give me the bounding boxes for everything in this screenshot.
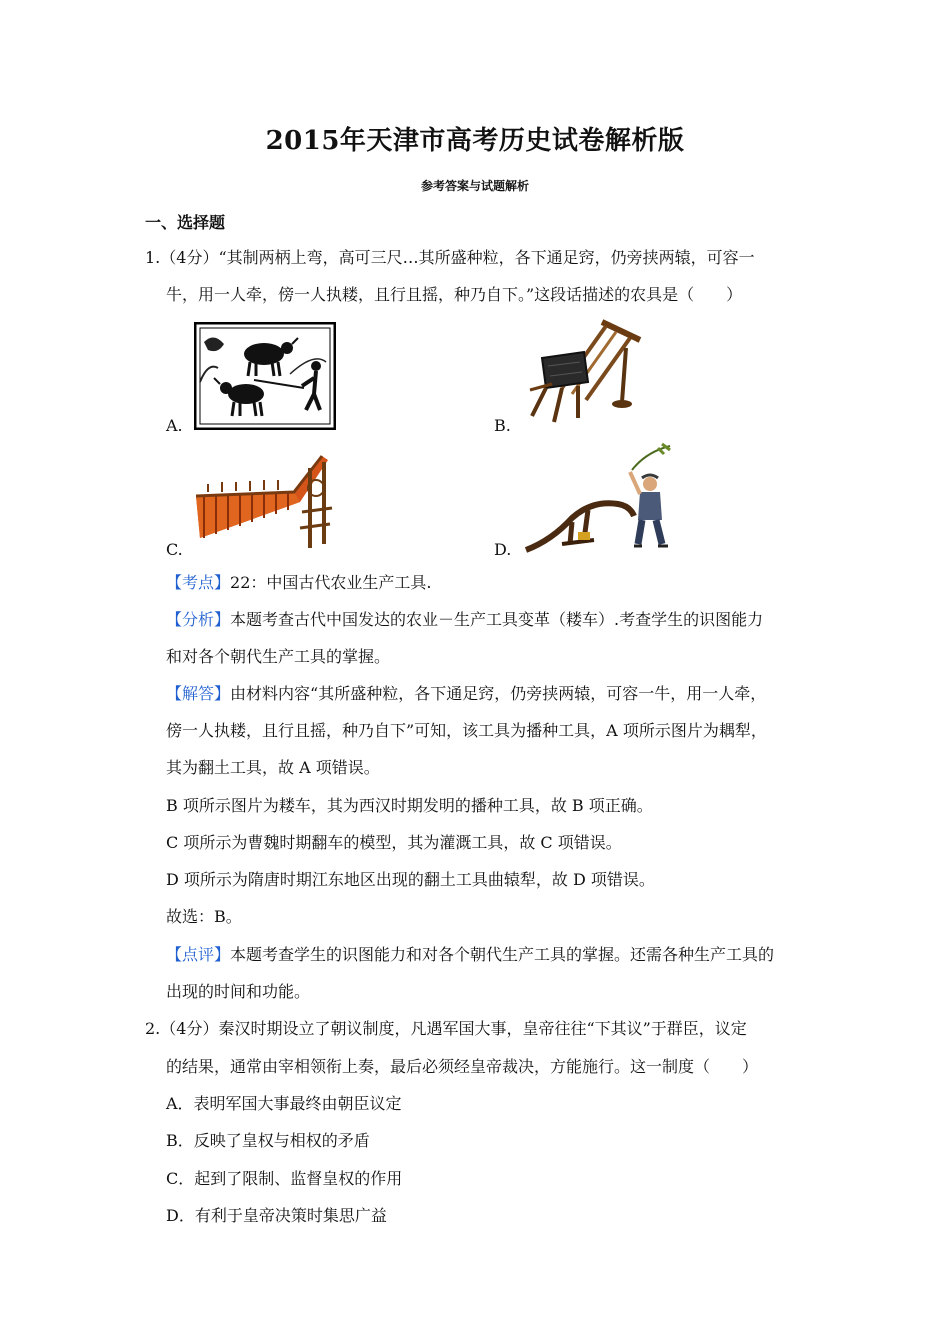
q1-jieda-line2: 傍一人执耧，且行且摇，种乃自下”可知，该工具为播种工具，A 项所示图片为耦犁， [166, 721, 767, 740]
q1-jieda-b: B 项所示图片为耧车，其为西汉时期发明的播种工具，故 B 项正确。 [166, 796, 653, 815]
option-b-image [522, 318, 644, 430]
q1-kaodian [166, 572, 431, 594]
kaodian-text: 22：中国古代农业生产工具. [230, 573, 432, 592]
q1-option-b: B. [494, 416, 511, 435]
jieda-tag: 【解答】 [166, 684, 231, 703]
q2-option-d: D．有利于皇帝决策时集思广益 [166, 1206, 387, 1225]
q1-fenxi-line1 [166, 609, 763, 631]
q2-option-a: A．表明军国大事最终由朝臣议定 [166, 1094, 402, 1113]
fenxi-text-1: 本题考查古代中国发达的农业－生产工具变革（耧车）.考查学生的识图能力 [230, 610, 764, 629]
option-d-image [522, 440, 682, 554]
q1-stem-line2: 牛，用一人牵，傍一人执耧，且行且摇，种乃自下。”这段话描述的农具是（ ） [166, 285, 743, 304]
q1-jieda-line1 [166, 683, 766, 705]
q1-dianping-line1 [166, 944, 774, 966]
kaodian-tag: 【考点】 [166, 573, 231, 592]
q1-option-c: C. [166, 540, 183, 559]
q1-jieda-c: C 项所示为曹魏时期翻车的模型，其为灌溉工具，故 C 项错误。 [166, 833, 622, 852]
q1-stem-line1: 1.（4分）“其制两柄上弯，高可三尺…其所盛种粒，各下通足窍，仍旁挟两辕，可容一 [145, 248, 755, 267]
q2-stem-line1: 2.（4分）秦汉时期设立了朝议制度，凡遇军国大事，皇帝往往“下其议”于群臣，议定 [145, 1019, 747, 1038]
q1-option-a: A. [166, 416, 183, 435]
q1-answer: 故选：B。 [166, 907, 242, 926]
q1-jieda-d: D 项所示为隋唐时期江东地区出现的翻土工具曲辕犁，故 D 项错误。 [166, 870, 655, 889]
q2-option-c: C．起到了限制、监督皇权的作用 [166, 1169, 403, 1188]
q1-dianping-line2: 出现的时间和功能。 [166, 982, 311, 1001]
page-title: 2015年天津市高考历史试卷解析版 [265, 126, 685, 156]
jieda-text-1: 由材料内容“其所盛种粒，各下通足窍，仍旁挟两辕，可容一牛，用一人牵， [230, 684, 767, 703]
q1-jieda-line3: 其为翻土工具，故 A 项错误。 [166, 758, 380, 777]
option-c-image [194, 452, 336, 554]
q1-option-d: D. [494, 540, 512, 559]
q1-fenxi-line2: 和对各个朝代生产工具的掌握。 [166, 647, 391, 666]
q2-option-b: B．反映了皇权与相权的矛盾 [166, 1131, 370, 1150]
dianping-tag: 【点评】 [166, 945, 231, 964]
page-subtitle: 参考答案与试题解析 [420, 179, 529, 193]
q2-stem-line2: 的结果，通常由宰相领衔上奏，最后必须经皇帝裁决，方能施行。这一制度（ ） [166, 1057, 759, 1076]
option-a-image [194, 322, 336, 430]
fenxi-tag: 【分析】 [166, 610, 231, 629]
dianping-text-1: 本题考查学生的识图能力和对各个朝代生产工具的掌握。还需各种生产工具的 [230, 945, 775, 964]
section-heading: 一、选择题 [145, 213, 226, 232]
